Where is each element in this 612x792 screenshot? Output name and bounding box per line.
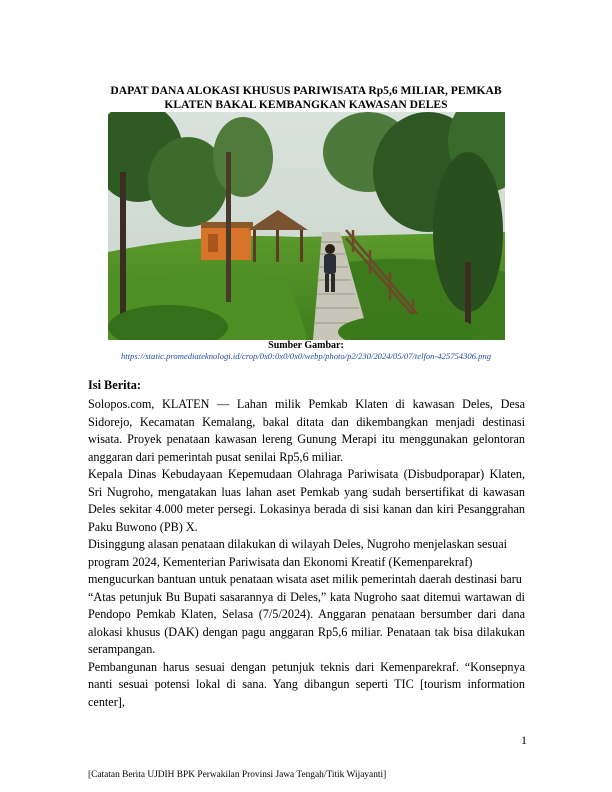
page-footer: [Catatan Berita UJDIH BPK Perwakilan Provinsi Jawa Tengah/Titik Wijayanti] (88, 770, 387, 780)
paragraph: “Atas petunjuk Bu Bupati sasarannya di Deles,” kata Nugroho saat ditemui wartawan di Pendopo Pemkab Klaten, Selasa (7/5/2024). Anggaran penataan bersumber dari dana alokasi khusus (DAK) dengan pagu anggaran Rp5,6 miliar. Penataan tak bisa dilakukan serampangan. (88, 589, 525, 656)
title-line-1: DAPAT DANA ALOKASI KHUSUS PARIWISATA Rp5,6 MILIAR, PEMKAB (110, 84, 502, 97)
paragraph: Disinggung alasan penataan dilakukan di wilayah Deles, Nugroho menjelaskan sesuai program 2024, Kementerian Pariwisata dan Ekonomi Kreatif (Kemenparekraf) mengucurkan bantuan untuk penataan wisata aset milik pemerintah daerah destinasi baru (88, 537, 522, 586)
image-source-url[interactable]: https://static.promediateknologi.id/crop/0x0:0x0/0x0/webp/photo/p2/230/2024/05/07/telfon-425754306.png (120, 351, 492, 361)
section-heading: Isi Berita: (88, 378, 141, 392)
paragraph: Solopos.com, KLATEN — Lahan milik Pemkab Klaten di kawasan Deles, Desa Sidorejo, Kecamatan Kemalang, bakal ditata dan dikembangkan menjadi destinasi wisata. Proyek penataan kawasan lereng Gunung Merapi itu menggunakan gelontoran anggaran dari pemerintah pusat senilai Rp5,6 miliar. (88, 397, 525, 464)
paragraph: Pembangunan harus sesuai dengan petunjuk teknis dari Kemenparekraf. “Konsepnya nanti sesuai potensi lokal di sana. Yang dibangun seperti TIC [tourism information center], (88, 659, 525, 709)
image-source-label: Sumber Gambar: (268, 340, 344, 351)
title-line-2: KLATEN BAKAL KEMBANGKAN KAWASAN DELES (164, 98, 448, 111)
article-body (88, 396, 525, 711)
article-title (60, 84, 552, 112)
article-photo (108, 112, 505, 340)
page-number: 1 (521, 733, 527, 747)
paragraph: Kepala Dinas Kebudayaan Kepemudaan Olahraga Pariwisata (Disbudporapar) Klaten, Sri Nugroho, mengatakan luas lahan aset Pemkab yang sudah bersertifikat di kawasan Deles sekitar 4.000 meter persegi. Lokasinya berada di sisi kanan dan kiri Pesanggrahan Paku Buwono (PB) X. (88, 467, 525, 534)
